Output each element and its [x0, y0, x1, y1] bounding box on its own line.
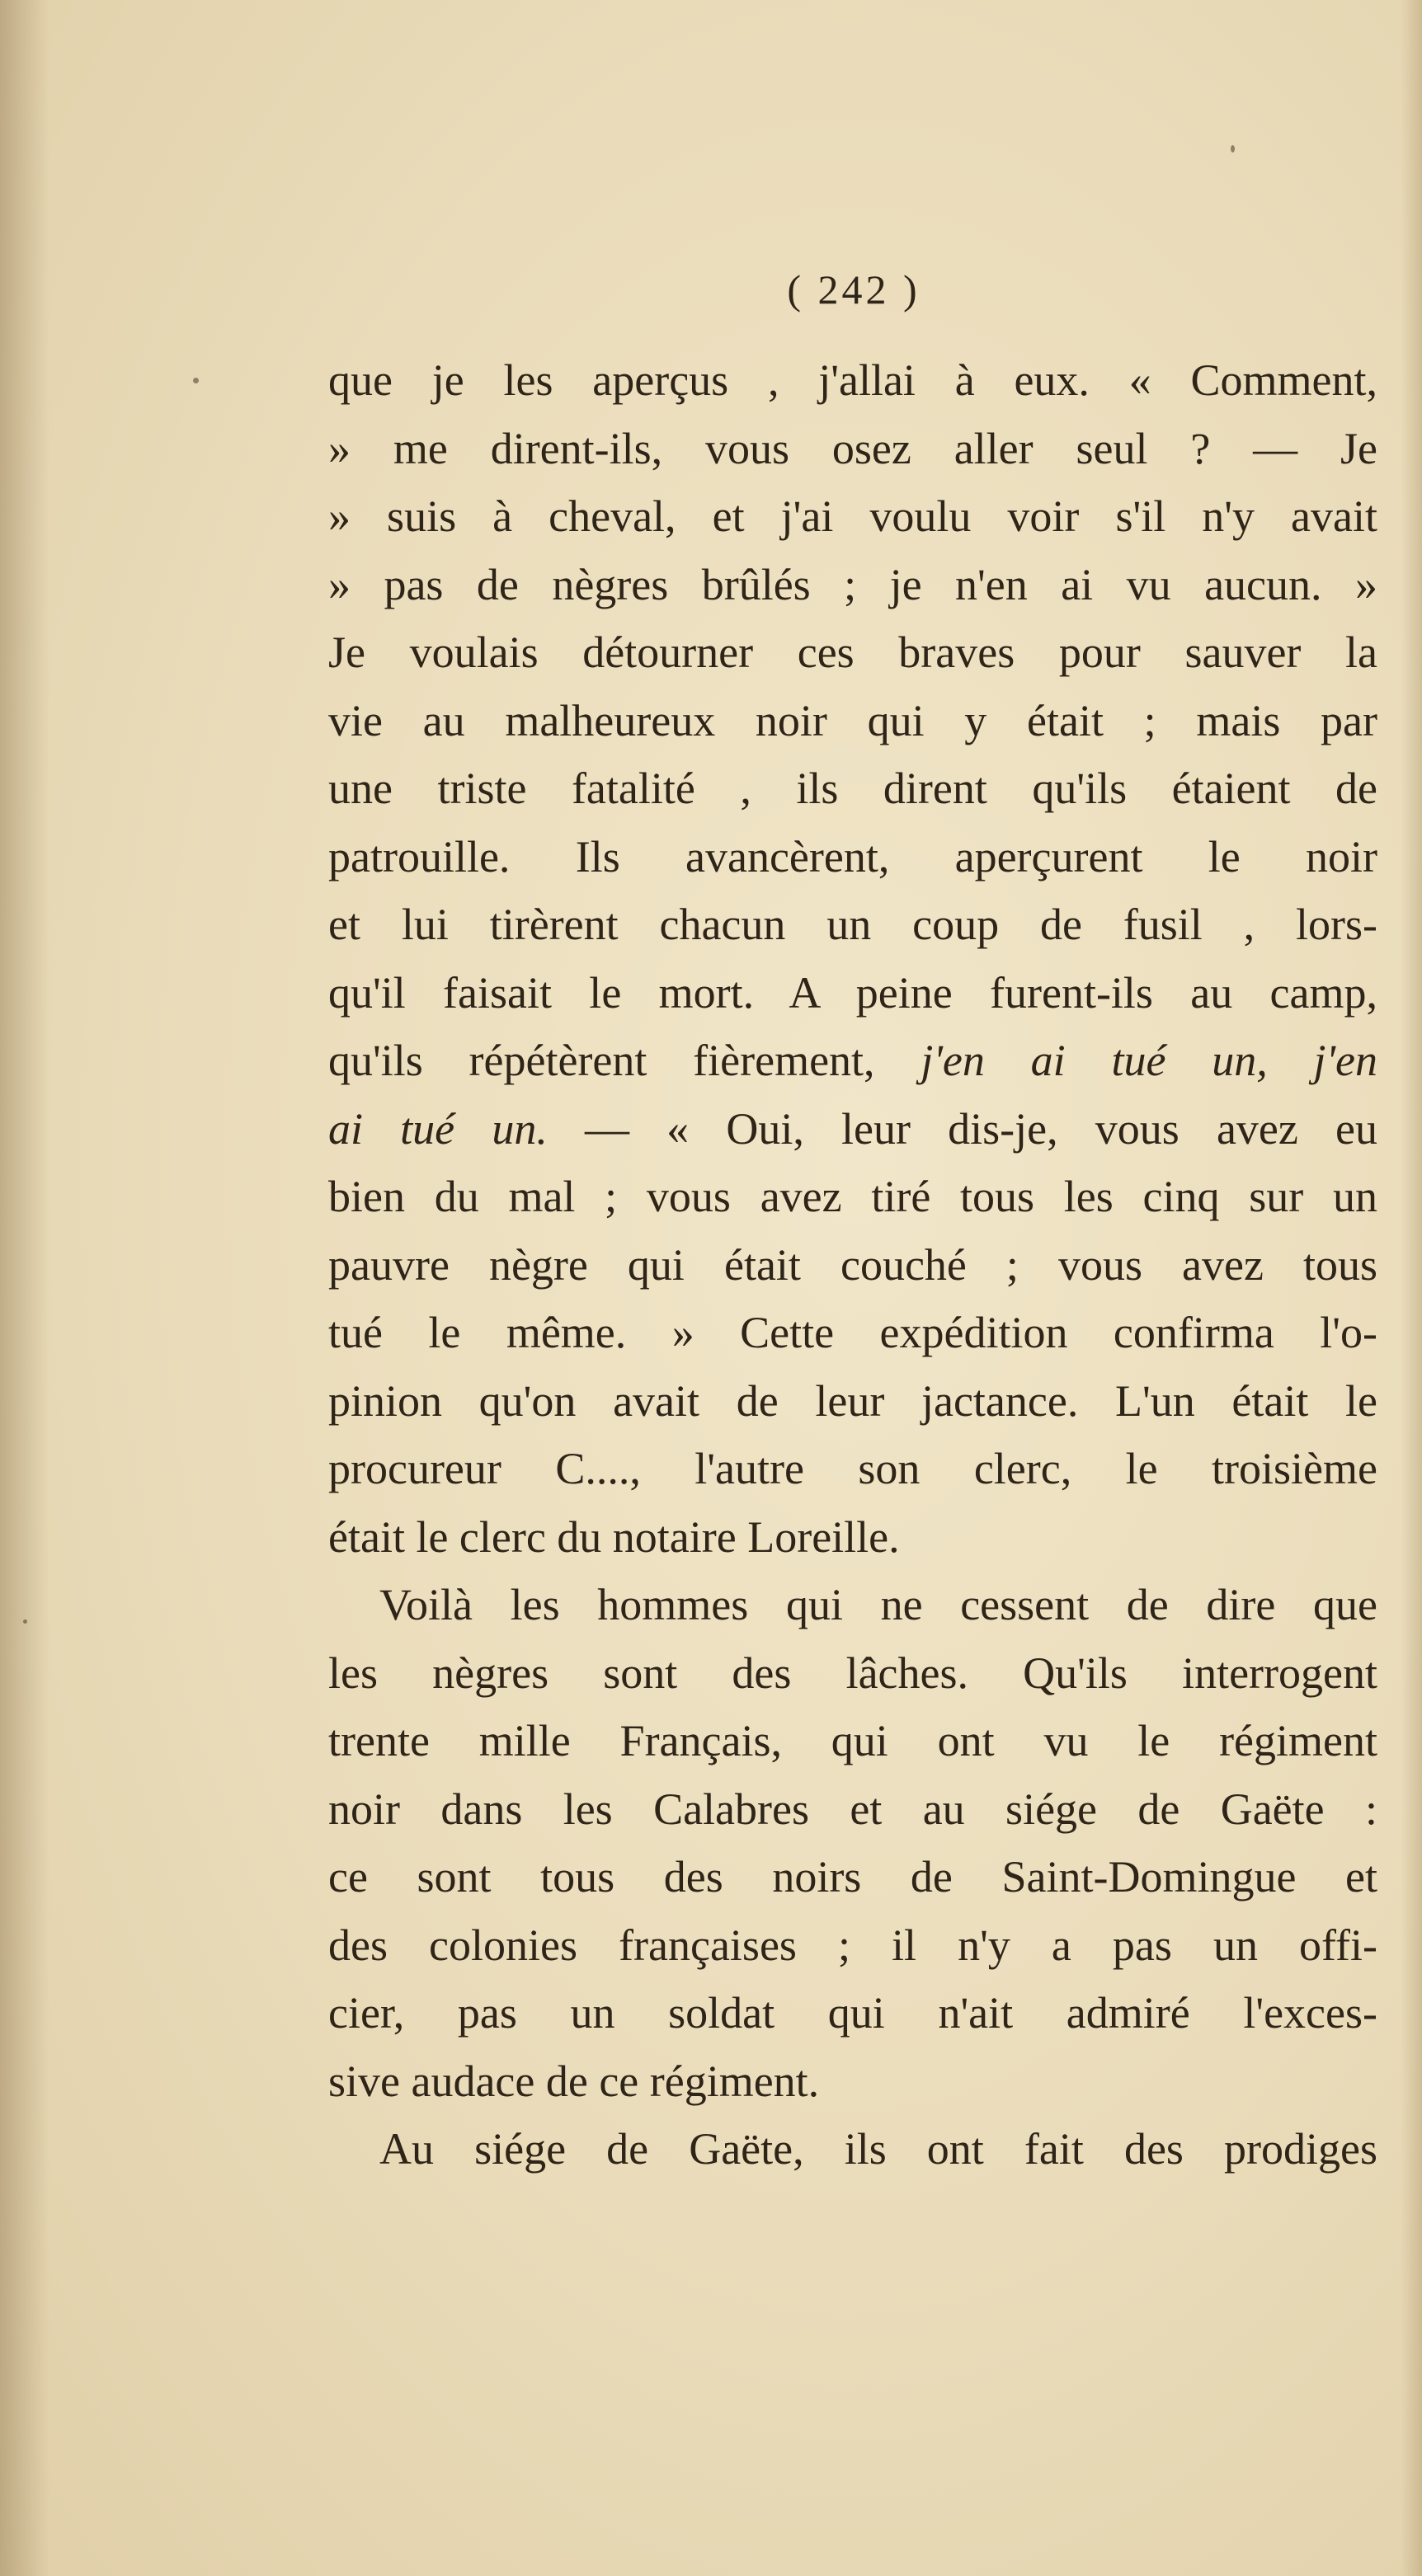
text-line-content: » me dirent-ils, vous osez aller seul ? — Je: [328, 423, 1377, 473]
text-line: [328, 1503, 1377, 1572]
text-line-content: noir dans les Calabres et au siége de Gaëte :: [328, 1784, 1377, 1834]
text-line: [328, 1639, 1377, 1708]
text-line-content: une triste fatalité , ils dirent qu'ils étaient de: [328, 764, 1377, 813]
text-line-content: ce sont tous des noirs de Saint-Domingue et: [328, 1852, 1377, 1901]
text-line-content: — « Oui, leur dis-je, vous avez eu: [547, 1103, 1378, 1154]
text-line-content: sive audace de ce régiment.: [328, 2056, 820, 2106]
text-line-content: patrouille. Ils avancèrent, aperçurent le noir: [328, 831, 1377, 881]
text-line: [328, 1775, 1377, 1844]
ink-speck: [193, 378, 199, 383]
text-line-content: vie au malheureux noir qui y était ; mais par: [328, 695, 1377, 745]
text-line: [328, 2115, 1377, 2183]
text-line: [328, 1843, 1377, 1911]
text-line-content: les nègres sont des lâches. Qu'ils interrogent: [328, 1648, 1377, 1698]
text-line-content: » suis à cheval, et j'ai voulu voir s'il n'y avait: [328, 491, 1377, 541]
text-line-content: pauvre nègre qui était couché ; vous avez tous: [328, 1239, 1377, 1290]
text-line: [328, 1027, 1377, 1095]
text-line-content: procureur C...., l'autre son clerc, le troisième: [328, 1444, 1377, 1493]
text-line: [328, 754, 1377, 823]
text-line-content: Voilà les hommes qui ne cessent de dire que: [379, 1580, 1377, 1629]
text-line-content: bien du mal ; vous avez tiré tous les cinq sur un: [328, 1172, 1377, 1221]
page-edge-shadow: [1401, 0, 1422, 2576]
text-line-content: et lui tirèrent chacun un coup de fusil , lors-: [328, 900, 1377, 949]
text-line-content: que je les aperçus , j'allai à eux. « Comment,: [328, 355, 1377, 405]
text-line-content: tué le même. » Cette expédition confirma l'o-: [328, 1308, 1377, 1357]
text-line: [328, 346, 1377, 415]
binding-gutter-shadow: [0, 0, 49, 2576]
text-line: [328, 1435, 1377, 1503]
text-line-content: qu'il faisait le mort. A peine furent-ils au camp,: [328, 967, 1377, 1018]
text-line: [328, 959, 1377, 1027]
text-line: [328, 1299, 1377, 1367]
text-line: [328, 551, 1377, 619]
text-line: [328, 1979, 1377, 2047]
italic-quote: ai tué un.: [328, 1103, 548, 1154]
page-number: ( 242 ): [787, 266, 921, 313]
text-line: [328, 1707, 1377, 1775]
text-line-content: cier, pas un soldat qui n'ait admiré l'exces-: [328, 1988, 1377, 2038]
text-line-content: était le clerc du notaire Loreille.: [328, 1511, 900, 1562]
text-line: [328, 618, 1377, 687]
text-line: [328, 1367, 1377, 1436]
text-line: [328, 1571, 1377, 1639]
text-line: [328, 2047, 1377, 2116]
text-line: [328, 891, 1377, 959]
text-line: [328, 823, 1377, 891]
text-line-content: qu'ils répétèrent fièrement,: [328, 1036, 921, 1085]
text-line: [328, 1095, 1377, 1163]
text-line-content: Au siége de Gaëte, ils ont fait des prodiges: [379, 2124, 1377, 2174]
text-line-content: » pas de nègres brûlés ; je n'en ai vu aucun. »: [328, 559, 1377, 609]
text-line: [328, 1163, 1377, 1231]
text-line: [328, 1911, 1377, 1980]
text-line: [328, 415, 1377, 483]
body-text: [328, 346, 1377, 2183]
text-line-content: pinion qu'on avait de leur jactance. L'un était le: [328, 1375, 1377, 1426]
text-line: [328, 482, 1377, 551]
text-line-content: Je voulais détourner ces braves pour sauver la: [328, 628, 1377, 677]
text-line: [328, 687, 1377, 755]
ink-speck: [23, 1619, 27, 1624]
text-line-content: des colonies françaises ; il n'y a pas un offi-: [328, 1920, 1377, 1970]
text-line: [328, 1231, 1377, 1300]
italic-quote: j'en ai tué un, j'en: [921, 1036, 1378, 1085]
text-line-content: trente mille Français, qui ont vu le régiment: [328, 1716, 1377, 1765]
ink-speck: [1231, 145, 1235, 153]
